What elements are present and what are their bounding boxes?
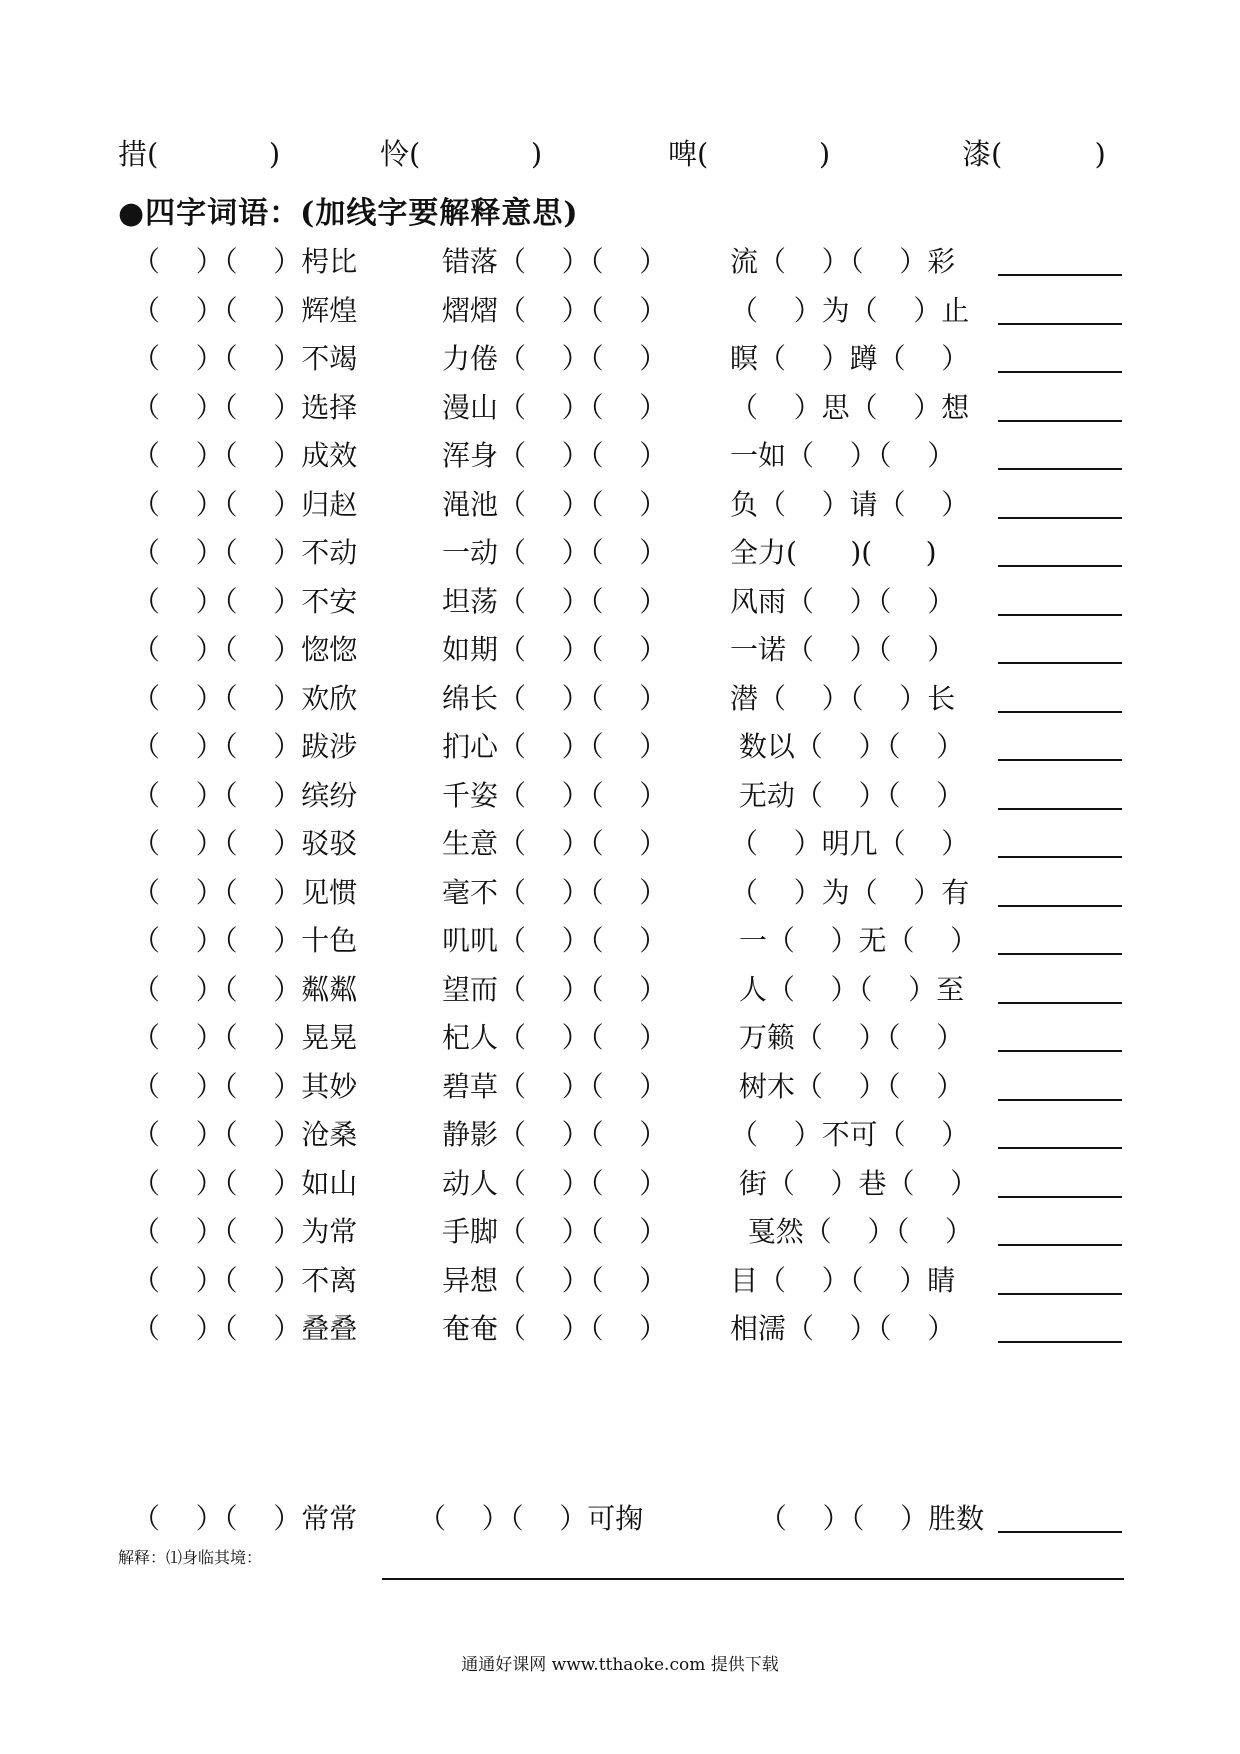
answer-line[interactable] [998,1002,1122,1004]
idiom-col3: （ ）明几（ ） [730,827,970,860]
idiom-row [118,968,1138,1018]
idiom-row [118,1113,1138,1163]
answer-line[interactable] [998,905,1122,907]
idiom-col2: （ ）（ ）可掬 [418,1502,644,1535]
idiom-col3: 一如（ ）（ ） [730,439,956,472]
idiom-col3: 瞑（ ）蹲（ ） [730,342,970,375]
answer-line[interactable] [998,711,1122,713]
answer-line[interactable] [998,856,1122,858]
idiom-col2: 静影（ ）（ ） [442,1118,668,1151]
idiom-col2: 浑身（ ）（ ） [442,439,668,472]
idiom-row-last [118,1497,1138,1547]
idiom-col2: 一动（ ）（ ） [442,536,668,569]
idiom-row [118,1162,1138,1212]
idiom-col3: 相濡（ ）（ ） [730,1312,956,1345]
answer-line[interactable] [998,565,1122,567]
idiom-col1: （ ）（ ）缤纷 [132,778,358,812]
idiom-col1: （ ）（ ）其妙 [132,1069,358,1103]
idiom-col2: 手脚（ ）（ ） [442,1215,668,1248]
idiom-col1: （ ）（ ）沧桑 [132,1118,358,1151]
idiom-col2: 千姿（ ）（ ） [442,778,668,812]
idiom-col3: 戛然（ ）（ ） [730,1215,974,1248]
answer-line[interactable] [998,953,1122,955]
idiom-col1: （ ）（ ）枵比 [132,245,358,278]
explanation-answer-line[interactable] [382,1578,1124,1580]
idiom-col1: （ ）（ ）不竭 [132,342,358,375]
idiom-col1: （ ）（ ）跋涉 [132,730,358,763]
idiom-col3: 流（ ）（ ）彩 [730,245,956,278]
answer-line[interactable] [998,1196,1122,1198]
idiom-row [118,628,1138,678]
idiom-col3: 无动（ ）（ ） [730,778,965,812]
idiom-col3: 万籁（ ）（ ） [730,1021,965,1054]
idiom-col1: （ ）（ ）不动 [132,536,358,569]
idiom-col3: （ ）为（ ）有 [730,875,970,909]
footer-credit: 通通好课网 www.tthaoke.com 提供下载 [461,1655,779,1675]
answer-line[interactable] [998,420,1122,422]
idiom-row [118,774,1138,824]
answer-line[interactable] [998,323,1122,325]
answer-line[interactable] [998,371,1122,373]
idiom-row [118,1259,1138,1309]
idiom-col2: 错落（ ）（ ） [442,245,668,278]
idiom-row [118,1065,1138,1115]
answer-line[interactable] [998,662,1122,664]
char-blank-4: 漆( ) [962,137,1106,171]
idiom-row [118,1016,1138,1066]
idiom-col1: （ ）（ ）如山 [132,1166,358,1200]
answer-line[interactable] [998,1293,1122,1295]
idiom-row [118,337,1138,387]
idiom-col3: 目（ ）（ ）睛 [730,1263,956,1297]
answer-line[interactable] [998,1244,1122,1246]
character-pinyin-row [118,132,1128,176]
idiom-col1: （ ）（ ）驳驳 [132,827,358,860]
idiom-col2: 毫不（ ）（ ） [442,875,668,909]
idiom-row [118,919,1138,969]
idiom-col1: （ ）（ ）成效 [132,439,358,472]
answer-line[interactable] [998,517,1122,519]
explanation-label: 解释：⑴身临其境： [118,1548,263,1567]
idiom-col3: 潜（ ）（ ）长 [730,681,956,715]
idiom-col2: 杞人（ ）（ ） [442,1021,668,1054]
answer-line[interactable] [998,808,1122,810]
idiom-row [118,289,1138,339]
idiom-col3: （ ）为（ ）止 [730,293,970,327]
idiom-col1: （ ）（ ）辉煌 [132,293,358,327]
idiom-col3: 数以（ ）（ ） [730,730,965,763]
idiom-col1: （ ）（ ）粼粼 [132,972,358,1006]
idiom-col2: 漫山（ ）（ ） [442,390,668,424]
char-blank-1: 措( ) [118,137,281,171]
answer-line[interactable] [998,1050,1122,1052]
idiom-col1: （ ）（ ）欢欣 [132,681,358,715]
idiom-row [118,1210,1138,1260]
answer-line[interactable] [998,468,1122,470]
idiom-row [118,434,1138,484]
idiom-col1: （ ）（ ）为常 [132,1215,358,1248]
idiom-row [118,386,1138,436]
idiom-col1: （ ）（ ）见惯 [132,875,358,909]
idiom-col3: （ ）思（ ）想 [730,390,970,424]
answer-line[interactable] [998,1531,1122,1533]
idiom-col3: （ ）（ ）胜数 [750,1502,985,1535]
idiom-col2: 绵长（ ）（ ） [442,681,668,715]
idiom-col1: （ ）（ ）叠叠 [132,1312,358,1345]
idiom-col3: 全力( )( ) [730,536,937,569]
idiom-col2: 动人（ ）（ ） [442,1166,668,1200]
idiom-col1: （ ）（ ）晃晃 [132,1021,358,1054]
char-blank-2: 怜( ) [380,137,543,171]
idiom-col2: 熠熠（ ）（ ） [442,293,668,327]
answer-line[interactable] [998,614,1122,616]
idiom-col1: （ ）（ ）十色 [132,924,358,957]
idiom-col2: 渑池（ ）（ ） [442,487,668,521]
idiom-col1: （ ）（ ）归赵 [132,487,358,521]
idiom-col2: 生意（ ）（ ） [442,827,668,860]
idiom-col3: 负（ ）请（ ） [730,487,970,521]
idiom-col2: 如期（ ）（ ） [442,633,668,666]
idiom-row [118,1307,1138,1357]
char-blank-3: 啤( ) [668,137,831,171]
idiom-col3: 树木（ ）（ ） [730,1069,965,1103]
idiom-row [118,580,1138,630]
idiom-col2: 异想（ ）（ ） [442,1263,668,1297]
idiom-row [118,531,1138,581]
idiom-col2: 坦荡（ ）（ ） [442,584,668,618]
idiom-col3: 一诺（ ）（ ） [730,633,956,666]
idiom-col3: 街（ ）巷（ ） [730,1166,979,1200]
idiom-col3: 一（ ）无（ ） [730,924,979,957]
idiom-col2: 碧草（ ）（ ） [442,1069,668,1103]
idiom-col1: （ ）（ ）选择 [132,390,358,424]
idiom-col3: 人（ ）（ ）至 [730,972,965,1006]
idiom-row [118,483,1138,533]
idiom-col1: （ ）（ ）常常 [132,1502,358,1535]
idiom-col2: 叽叽（ ）（ ） [442,924,668,957]
idiom-row [118,240,1138,290]
idiom-col3: 风雨（ ）（ ） [730,584,956,618]
idiom-row [118,677,1138,727]
section-heading: ●四字词语：(加线字要解释意思) [118,196,579,231]
answer-line[interactable] [998,1099,1122,1101]
idiom-col2: 望而（ ）（ ） [442,972,668,1006]
idiom-row [118,871,1138,921]
idiom-col2: 奄奄（ ）（ ） [442,1312,668,1345]
idiom-col1: （ ）（ ）不离 [132,1263,358,1297]
idiom-col1: （ ）（ ）不安 [132,584,358,618]
idiom-col2: 扪心（ ）（ ） [442,730,668,763]
idiom-row [118,822,1138,872]
answer-line[interactable] [998,1147,1122,1149]
idiom-col1: （ ）（ ）惚惚 [132,633,358,666]
idiom-col3: （ ）不可（ ） [730,1118,970,1151]
idiom-col2: 力倦（ ）（ ） [442,342,668,375]
answer-line[interactable] [998,759,1122,761]
answer-line[interactable] [998,1341,1122,1343]
idiom-row [118,725,1138,775]
answer-line[interactable] [998,274,1122,276]
